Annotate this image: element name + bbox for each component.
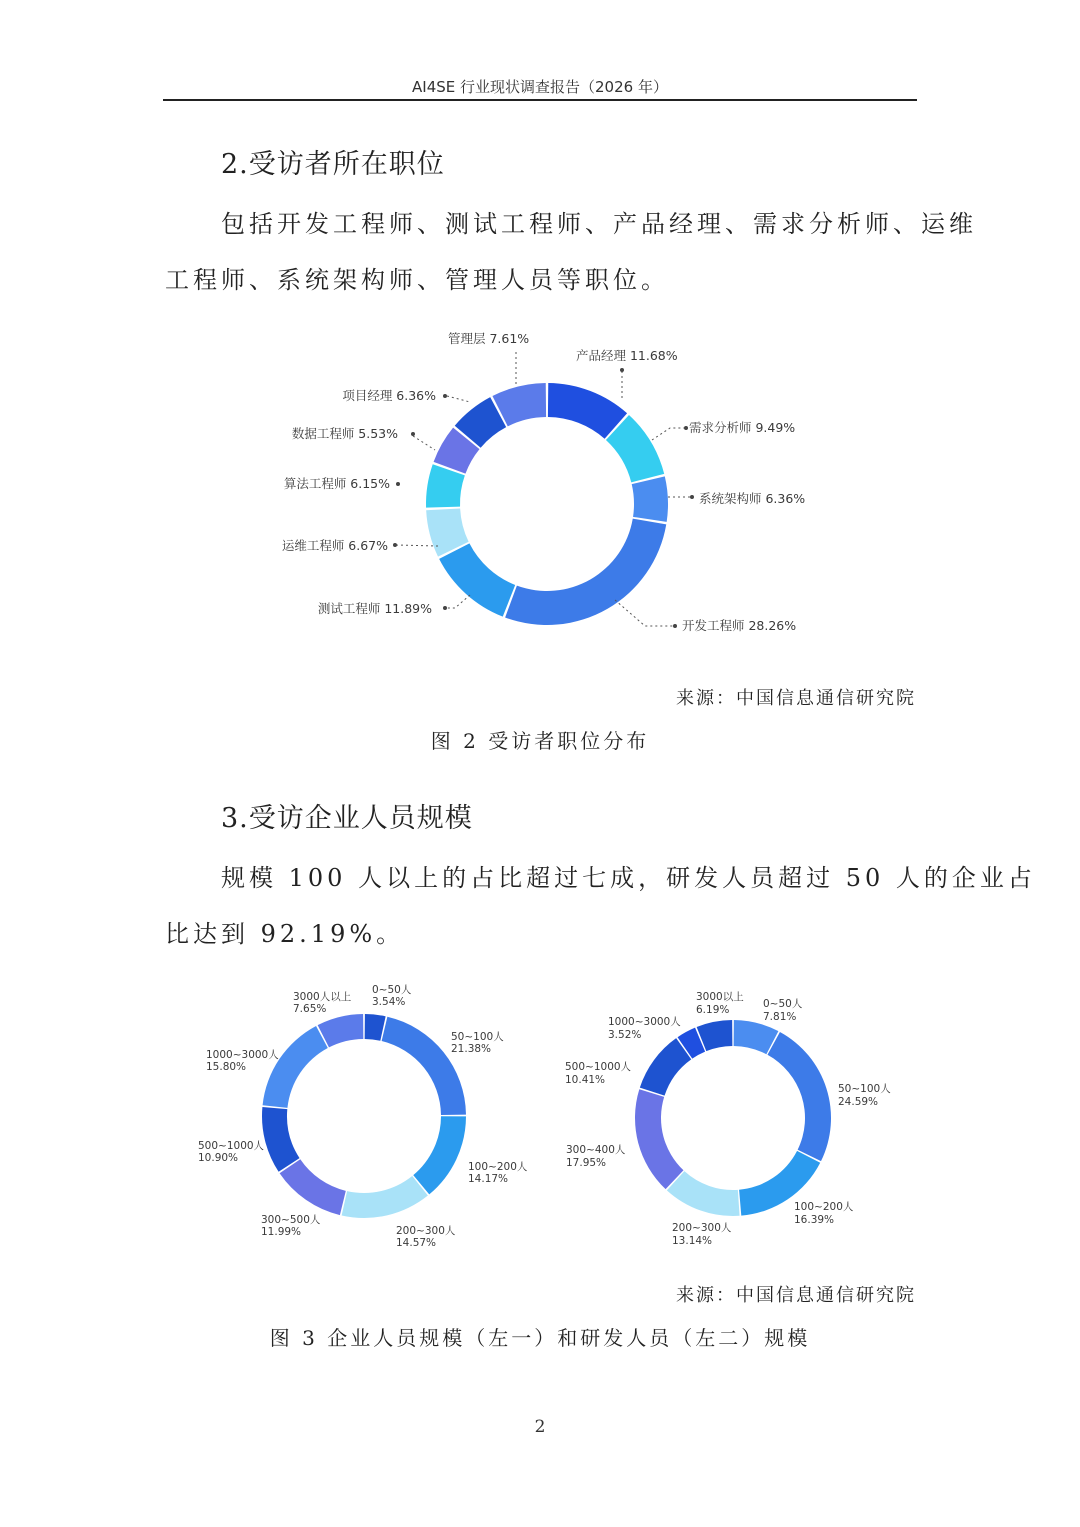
leader-dot (443, 606, 447, 610)
donut-slice-6 (262, 1107, 300, 1172)
leader-dot (684, 426, 688, 430)
figure-3-caption: 图 3 企业人员规模（左一）和研发人员（左二）规模 (269, 1326, 811, 1350)
leader-line (445, 595, 470, 608)
leader-line (447, 396, 470, 402)
company-value-100-200: 14.17% (468, 1173, 509, 1185)
rd-value-200-300: 13.14% (672, 1235, 713, 1247)
running-header: AI4SE 行业现状调查报告（2026 年） (412, 78, 668, 96)
slice-label-tester: 测试工程师 11.89% (317, 601, 432, 616)
donut-slice-4 (505, 519, 666, 625)
company-size-donut (262, 1014, 466, 1218)
header-rule (163, 99, 917, 101)
figure-3-source: 来源：中国信息通信研究院 (676, 1285, 916, 1306)
donut-slice-1 (365, 1014, 386, 1041)
donut-slice-2 (767, 1032, 831, 1161)
donut-slice-5 (635, 1089, 683, 1189)
company-value-300-500: 11.99% (261, 1226, 302, 1238)
slice-label-product-manager: 产品经理 11.68% (576, 348, 678, 363)
figure-2-source: 来源：中国信息通信研究院 (676, 688, 916, 709)
slice-label-data-engineer: 数据工程师 5.53% (291, 426, 398, 441)
leader-line (652, 428, 686, 440)
leader-line (615, 600, 675, 626)
figure-2-caption: 图 2 受访者职位分布 (430, 729, 650, 753)
section-3-paragraph-line-2: 比达到 92.19%。 (165, 920, 405, 948)
slice-label-system-architect: 系统架构师 6.36% (699, 491, 806, 506)
company-label-300-500: 300~500人 (261, 1214, 321, 1226)
rd-label-300-400: 300~400人 (566, 1144, 626, 1156)
company-value-3000-plus: 7.65% (293, 1003, 327, 1015)
donut-slice-5 (280, 1159, 346, 1215)
company-label-100-200: 100~200人 (468, 1161, 528, 1173)
slice-label-algorithm-engineer: 算法工程师 6.15% (283, 476, 390, 491)
leader-line (395, 545, 438, 546)
company-label-500-1000: 500~1000人 (198, 1140, 265, 1152)
section-3-heading: 3.受访企业人员规模 (221, 803, 473, 834)
rd-label-200-300: 200~300人 (672, 1222, 732, 1234)
company-value-0-50: 3.54% (372, 996, 406, 1008)
staff-size-donut-charts (0, 975, 1080, 1265)
donut-slice-4 (342, 1176, 428, 1218)
rd-value-100-200: 16.39% (794, 1214, 835, 1226)
leader-line (413, 436, 435, 450)
company-label-50-100: 50~100人 (451, 1031, 504, 1043)
rd-value-3000-plus: 6.19% (696, 1004, 730, 1016)
rd-label-50-100: 50~100人 (838, 1083, 891, 1095)
rd-label-100-200: 100~200人 (794, 1201, 854, 1213)
leader-dot (393, 543, 397, 547)
rd-value-0-50: 7.81% (763, 1011, 797, 1023)
rd-value-300-400: 17.95% (566, 1157, 607, 1169)
leader-dot (673, 624, 677, 628)
leader-dot (443, 394, 447, 398)
company-value-50-100: 21.38% (451, 1043, 492, 1055)
company-label-3000-plus: 3000人以上 (293, 991, 352, 1003)
rd-value-50-100: 24.59% (838, 1096, 879, 1108)
rd-label-500-1000: 500~1000人 (565, 1061, 632, 1073)
company-value-1000-3000: 15.80% (206, 1061, 247, 1073)
leader-dot (620, 368, 624, 372)
position-donut-chart (0, 320, 1080, 670)
donut-slice-4 (667, 1171, 740, 1216)
donut-slice-3 (413, 1116, 466, 1194)
leader-dot (411, 432, 415, 436)
slice-label-ops-engineer: 运维工程师 6.67% (281, 538, 388, 553)
donut-slice-7 (263, 1026, 328, 1108)
company-label-1000-3000: 1000~3000人 (206, 1049, 279, 1061)
rd-value-1000-3000: 3.52% (608, 1029, 642, 1041)
section-2-paragraph-line-2: 工程师、系统架构师、管理人员等职位。 (165, 266, 669, 294)
donut-slice-6 (640, 1038, 691, 1095)
slice-label-management: 管理层 7.61% (448, 331, 530, 346)
leader-dot (396, 482, 400, 486)
rd-label-1000-3000: 1000~3000人 (608, 1016, 681, 1028)
slice-label-requirements-analyst: 需求分析师 9.49% (689, 420, 796, 435)
rd-staff-size-donut (635, 1020, 831, 1216)
section-3-paragraph-line-1: 规模 100 人以上的占比超过七成，研发人员超过 50 人的企业占 (221, 864, 1036, 892)
section-2-paragraph-line-1: 包括开发工程师、测试工程师、产品经理、需求分析师、运维 (221, 210, 977, 238)
donut-slice-3 (632, 476, 668, 522)
section-2-heading: 2.受访者所在职位 (221, 149, 445, 180)
slice-label-project-manager: 项目经理 6.36% (342, 388, 436, 403)
donut-slice-5 (439, 543, 515, 616)
company-value-500-1000: 10.90% (198, 1152, 239, 1164)
leader-dot (690, 495, 694, 499)
rd-label-3000-plus: 3000以上 (696, 991, 744, 1003)
page-number: 2 (534, 1417, 546, 1437)
rd-label-0-50: 0~50人 (763, 998, 803, 1010)
company-label-0-50: 0~50人 (372, 984, 412, 996)
slice-label-developer: 开发工程师 28.26% (682, 618, 797, 633)
company-value-200-300: 14.57% (396, 1237, 437, 1249)
rd-value-500-1000: 10.41% (565, 1074, 606, 1086)
company-label-200-300: 200~300人 (396, 1225, 456, 1237)
